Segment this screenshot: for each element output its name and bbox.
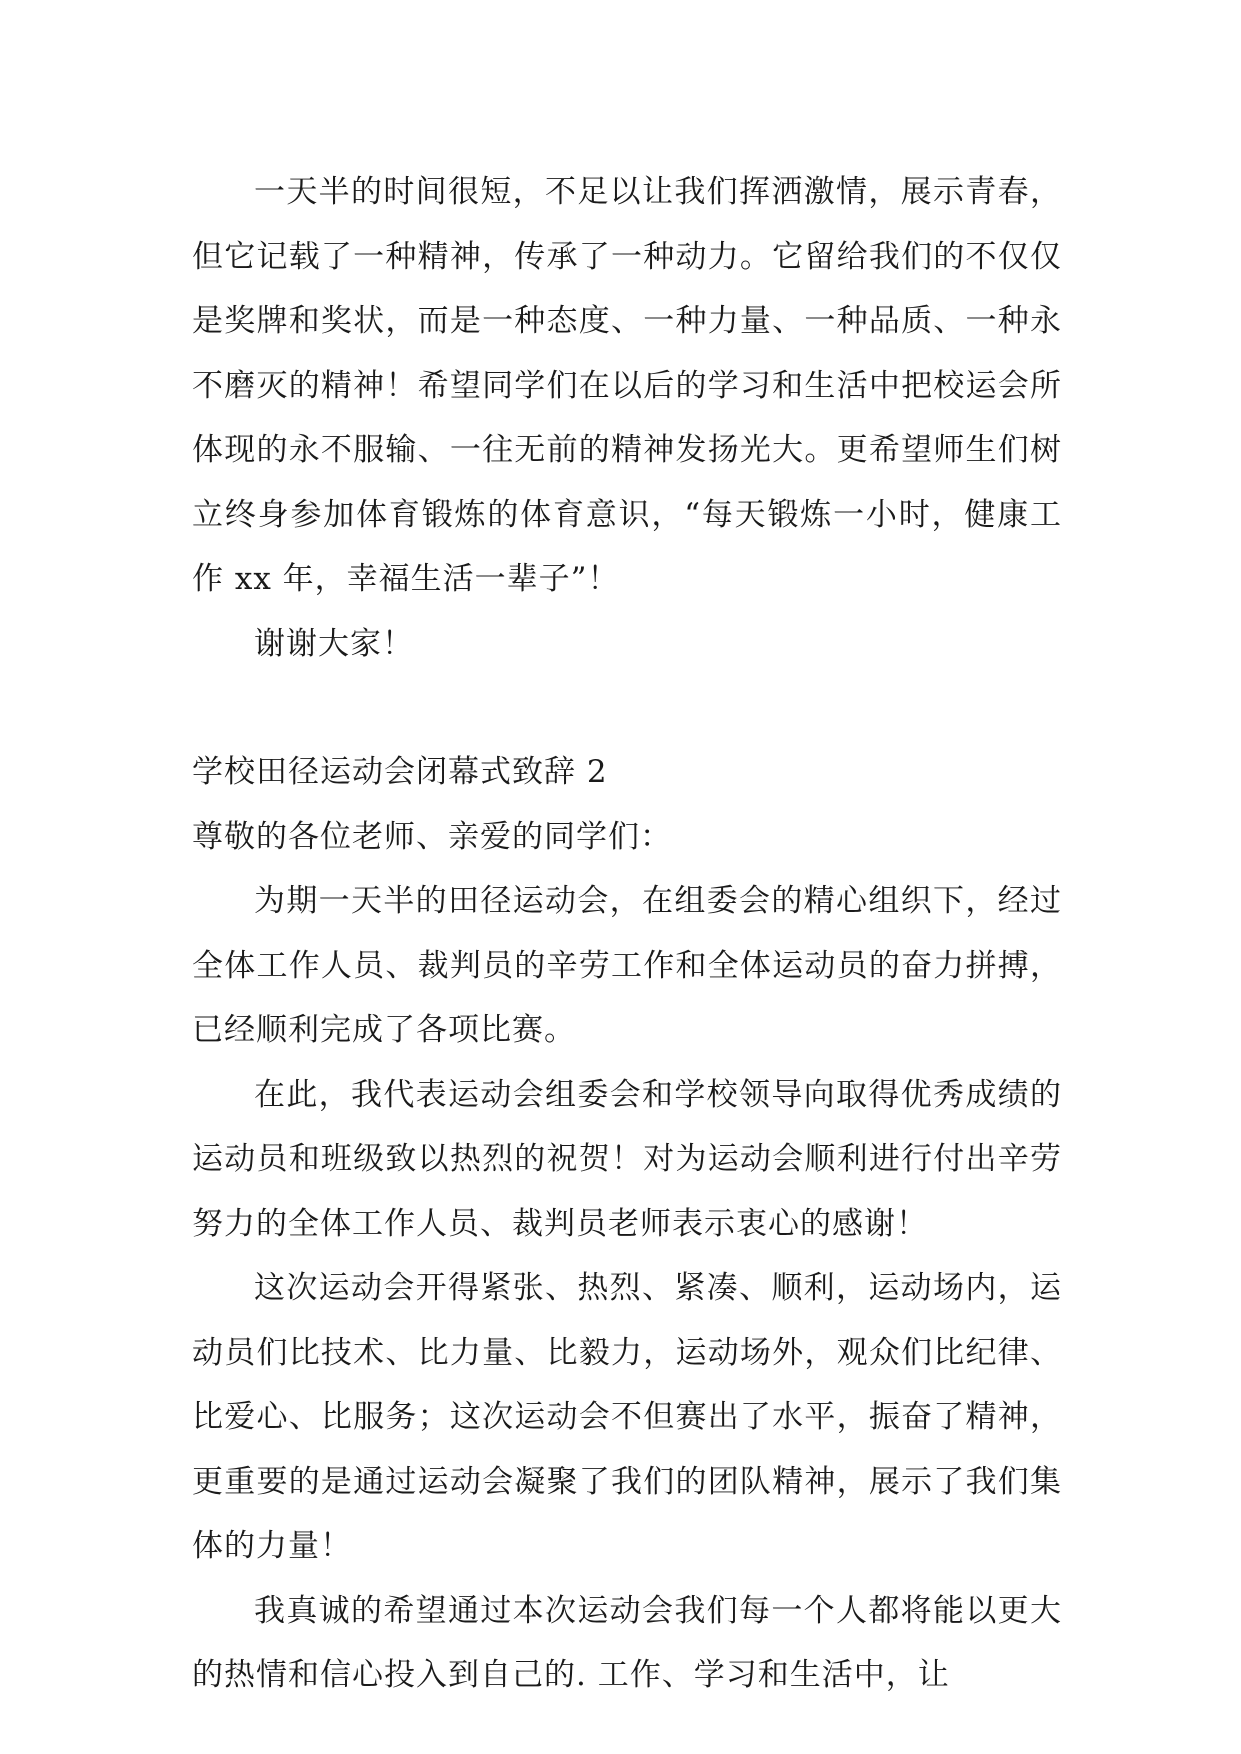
- paragraph: 为期一天半的田径运动会，在组委会的精心组织下，经过全体工作人员、裁判员的辛劳工作和全体运动员的奋力拼搏，已经顺利完成了各项比赛。: [192, 883, 1062, 1048]
- section-title: 学校田径运动会闭幕式致辞 2: [192, 754, 608, 790]
- section-gap: [192, 676, 1062, 740]
- paragraph: 这次运动会开得紧张、热烈、紧凑、顺利，运动场内，运动员们比技术、比力量、比毅力，运动场外，观众们比纪律、比爱心、比服务；这次运动会不但赛出了水平，振奋了精神，更重要的是通过运动会凝聚了我们的团队精神，展示了我们集体的力量！: [192, 1270, 1062, 1564]
- document-page: [192, 160, 1062, 1708]
- paragraph: 一天半的时间很短，不足以让我们挥洒激情，展示青春，但它记载了一种精神，传承了一种动力。它留给我们的不仅仅是奖牌和奖状，而是一种态度、一种力量、一种品质、一种永不磨灭的精神！希望同学们在以后的学习和生活中把校运会所体现的永不服输、一往无前的精神发扬光大。更希望师生们树立终身参加体育锻炼的体育意识，“每天锻炼一小时，健康工作 xx 年，幸福生活一辈子”！: [192, 174, 1062, 597]
- paragraph: 在此，我代表运动会组委会和学校领导向取得优秀成绩的运动员和班级致以热烈的祝贺！对为运动会顺利进行付出辛劳努力的全体工作人员、裁判员老师表示衷心的感谢！: [192, 1076, 1062, 1242]
- paragraph: 我真诚的希望通过本次运动会我们每一个人都将能以更大的热情和信心投入到自己的. 工作、学习和生活中，让: [192, 1592, 1062, 1693]
- closing-thanks: 谢谢大家！: [254, 625, 414, 662]
- salutation: 尊敬的各位老师、亲爱的同学们：: [192, 818, 672, 855]
